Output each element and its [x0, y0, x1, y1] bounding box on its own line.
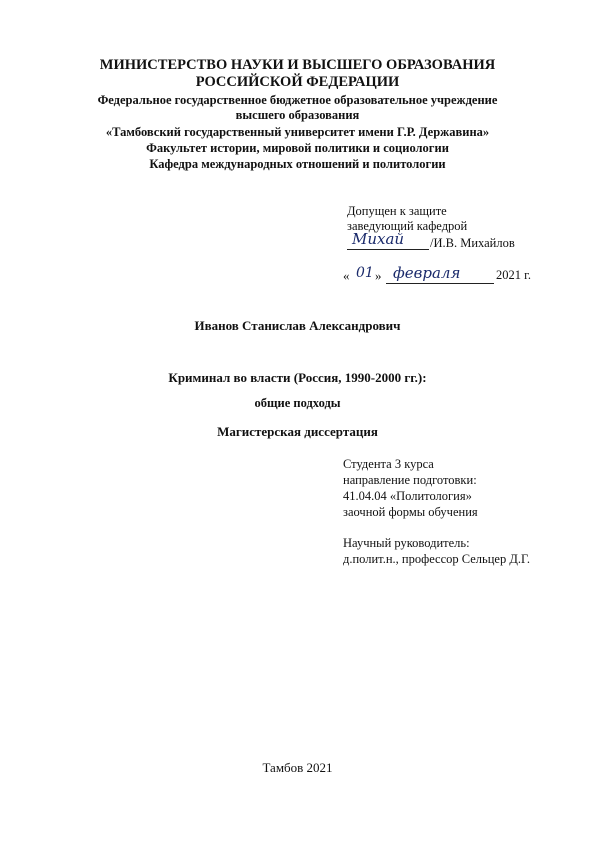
supervisor-name: д.полит.н., профессор Сельцер Д.Г.	[343, 552, 530, 566]
date-open-quote: «	[343, 268, 350, 283]
thesis-subtitle: общие подходы	[254, 396, 341, 410]
study-direction-label: направление подготовки:	[343, 473, 477, 487]
faculty-name: Факультет истории, мировой политики и социологии	[146, 141, 449, 155]
approval-label: Допущен к защите	[347, 204, 447, 218]
date-month-line	[386, 283, 494, 284]
supervisor-label: Научный руководитель:	[343, 536, 470, 550]
head-of-department-name: /И.В. Михайлов	[430, 236, 515, 250]
signature-line	[347, 249, 429, 250]
head-of-department-label: заведующий кафедрой	[347, 219, 468, 233]
study-direction-code: 41.04.04 «Политология»	[343, 489, 472, 503]
date-year: 2021 г.	[496, 268, 531, 282]
city-year-footer: Тамбов 2021	[262, 760, 333, 775]
handwritten-month: февраля	[393, 264, 461, 282]
education-level-line: высшего образования	[235, 108, 360, 122]
study-form: заочной формы обучения	[343, 505, 478, 519]
thesis-type: Магистерская диссертация	[217, 424, 378, 439]
federation-line: РОССИЙСКОЙ ФЕДЕРАЦИИ	[195, 74, 400, 90]
department-name: Кафедра международных отношений и политологии	[149, 157, 446, 171]
ministry-line: МИНИСТЕРСТВО НАУКИ И ВЫСШЕГО ОБРАЗОВАНИЯ	[99, 57, 496, 73]
date-close-quote: »	[375, 268, 382, 283]
handwritten-day: 01	[356, 265, 374, 281]
thesis-title: Криминал во власти (Россия, 1990-2000 гг.):	[168, 370, 427, 385]
institution-type-line: Федеральное государственное бюджетное образовательное учреждение	[97, 93, 498, 107]
author-name: Иванов Станислав Александрович	[194, 318, 401, 333]
student-course: Студента 3 курса	[343, 457, 434, 471]
university-name: «Тамбовский государственный университет имени Г.Р. Державина»	[105, 125, 490, 139]
handwritten-signature: Михай	[352, 230, 405, 248]
